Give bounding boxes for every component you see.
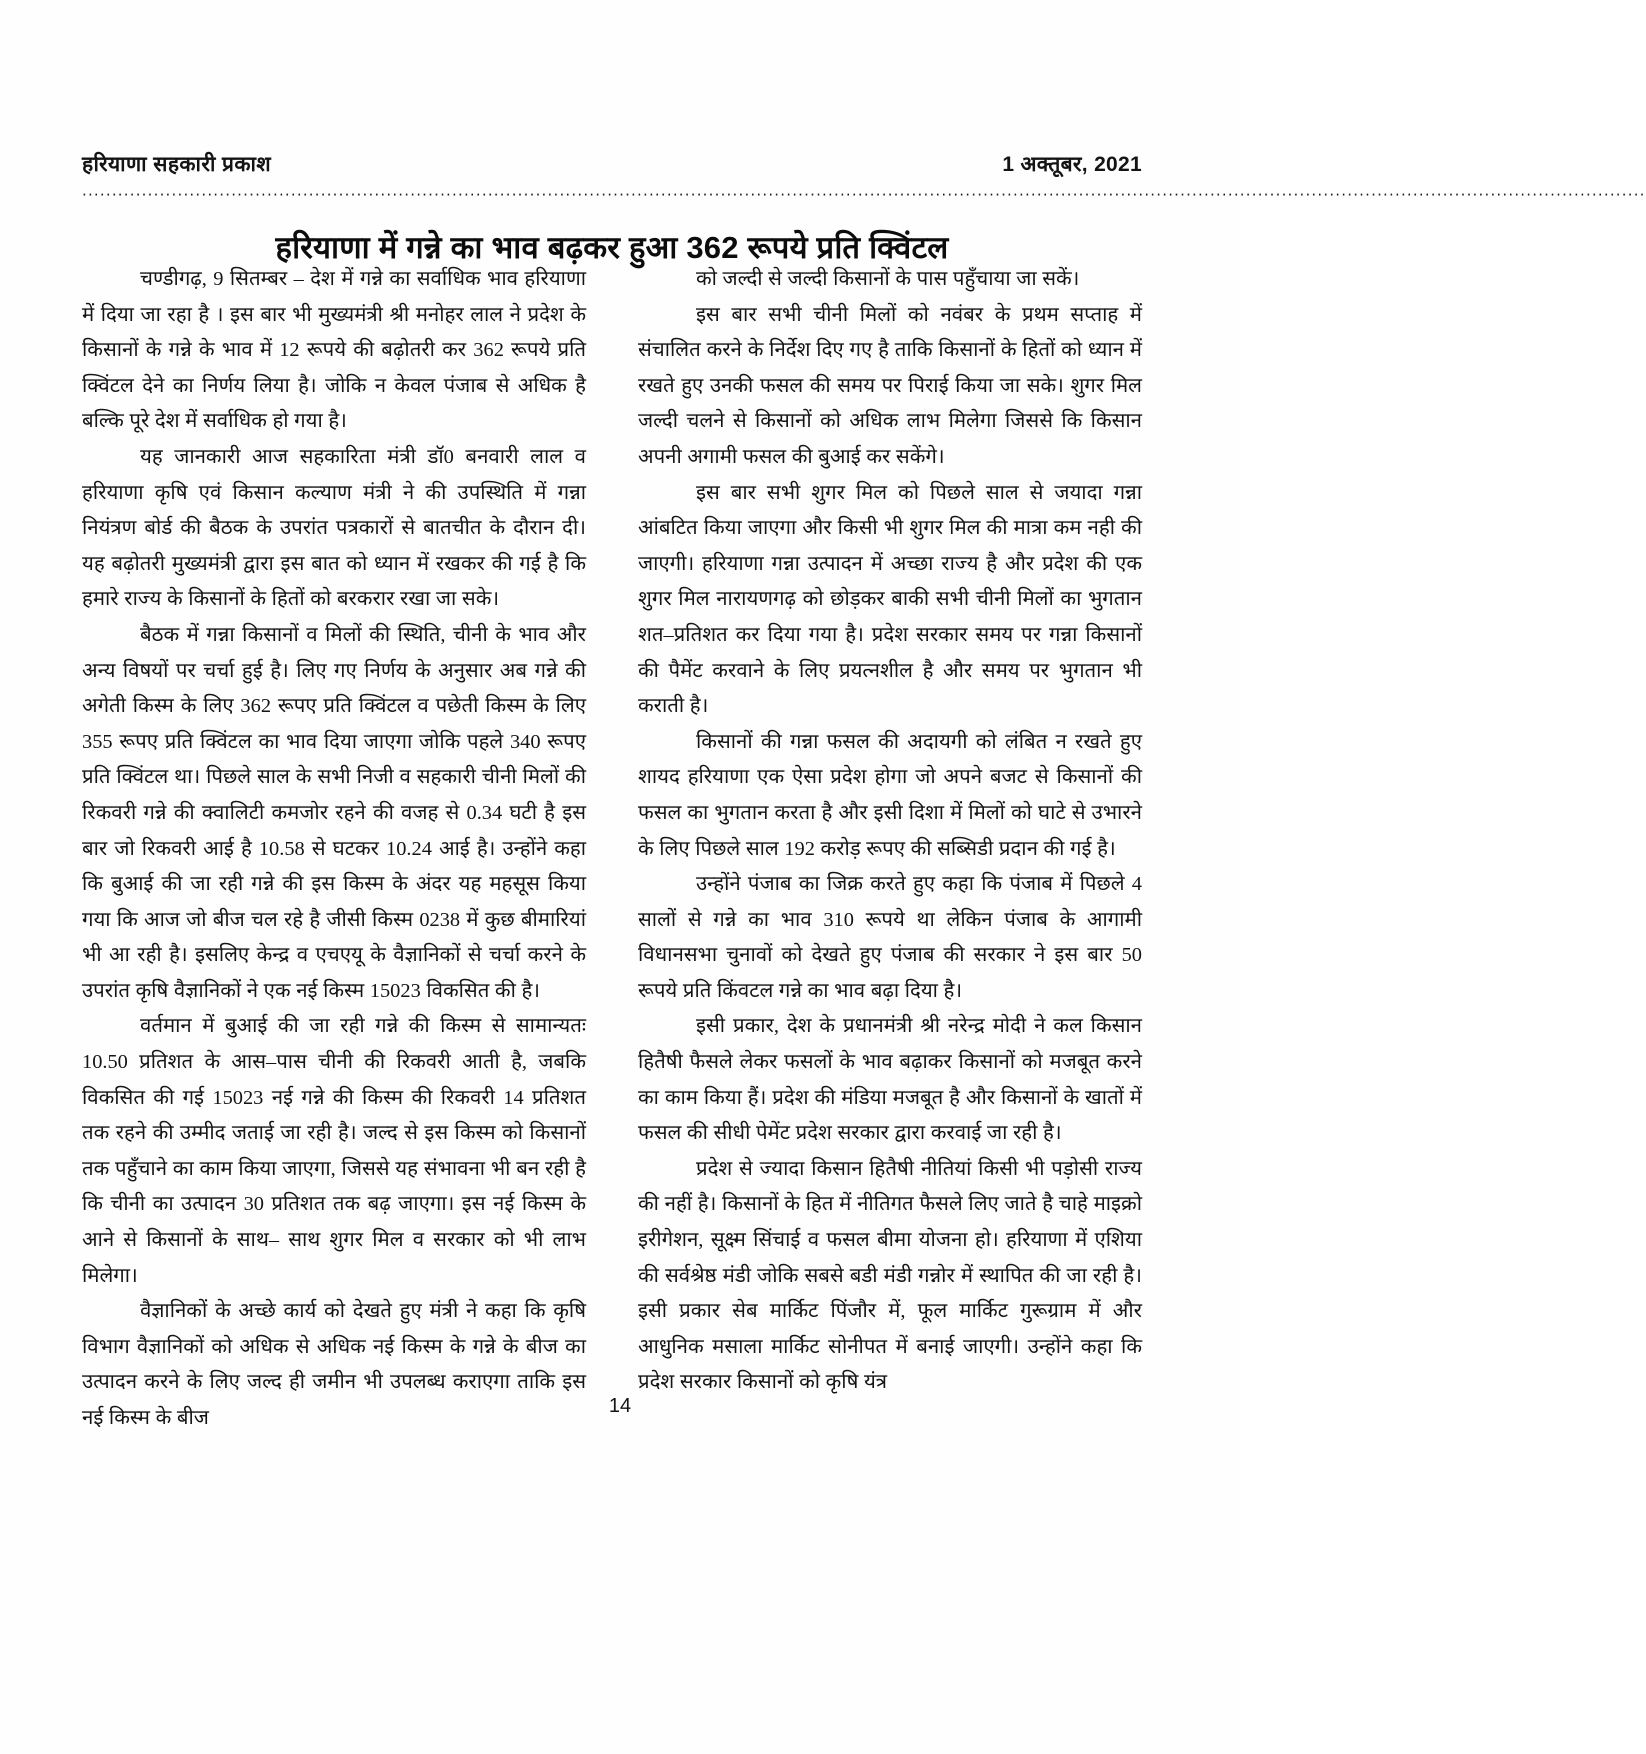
paragraph: वर्तमान में बुआई की जा रही गन्ने की किस्म से सामान्यतः 10.50 प्रतिशत के आस–पास चीनी की रिकवरी आती है, जबकि विकसित की गई 15023 नई गन्ने की किस्म की रिकवरी 14 प्रतिशत तक रहने की उम्मीद जताई जा रही है। जल्द से इस किस्म को किसानों तक पहुँचाने का काम किया जाएगा, जिससे यह संभावना भी बन रही है कि चीनी का उत्पादन 30 प्रतिशत तक बढ़ जाएगा। इस नई किस्म के आने से किसानों के साथ– साथ शुगर मिल व सरकार को भी लाभ मिलेगा। xyxy=(82,1015,586,1287)
paragraph: बैठक में गन्ना किसानों व मिलों की स्थिति, चीनी के भाव और अन्य विषयों पर चर्चा हुई है। लिए गए निर्णय के अनुसार अब गन्ने की अगेती किस्म के लिए 362 रूपए प्रति क्विंटल व पछेती किस्म के लिए 355 रूपए प्रति क्विंटल का भाव दिया जाएगा जोकि पहले 340 रूपए प्रति क्विंटल था। पिछले साल के सभी निजी व सहकारी चीनी मिलों की रिकवरी गन्ने की क्वालिटी कमजोर रहने की वजह से 0.34 घटी है इस बार जो रिकवरी आई है 10.58 से घटकर 10.24 आई है। उन्होंने कहा कि बुआई की जा रही गन्ने की इस किस्म के अंदर यह महसूस किया गया कि आज जो बीज चल रहे है जीसी किस्म 0238 में कुछ बीमारियां भी आ रही है। इसलिए केन्द्र व एचएयू के वैज्ञानिकों से चर्चा करने के उपरांत कृषि वैज्ञानिकों ने एक नई किस्म 15023 विकसित की है। xyxy=(82,623,586,1002)
paragraph: इसी प्रकार, देश के प्रधानमंत्री श्री नरेन्द्र मोदी ने कल किसान हितैषी फैसले लेकर फसलों के भाव बढ़ाकर किसानों को मजबूत करने का काम किया हैं। प्रदेश की मंडिया मजबूत है और किसानों के खातों में फसल की सीधी पेमेंट प्रदेश सरकार द्वारा करवाई जा रही है। xyxy=(638,1015,1142,1145)
paragraph: किसानों की गन्ना फसल की अदायगी को लंबित न रखते हुए शायद हरियाणा एक ऐसा प्रदेश होगा जो अपने बजट से किसानों की फसल का भुगतान करता है और इसी दिशा में मिलों को घाटे से उभारने के लिए पिछले साल 192 करोड़ रूपए की सब्सिडी प्रदान की गई है। xyxy=(638,730,1142,860)
article-body xyxy=(82,262,1142,1437)
paragraph: उन्होंने पंजाब का जिक्र करते हुए कहा कि पंजाब में पिछले 4 सालों से गन्ने का भाव 310 रूपये था लेकिन पंजाब के आगामी विधानसभा चुनावों को देखते हुए पंजाब की सरकार ने इस बार 50 रूपये प्रति किंवटल गन्ने का भाव बढ़ा दिया है। xyxy=(638,873,1142,1002)
paragraph: इस बार सभी शुगर मिल को पिछले साल से जयादा गन्ना आंबटित किया जाएगा और किसी भी शुगर मिल की मात्रा कम नही की जाएगी। हरियाणा गन्ना उत्पादन में अच्छा राज्य है और प्रदेश की एक शुगर मिल नारायणगढ़ को छोड़कर बाकी सभी चीनी मिलों का भुगतान शत–प्रतिशत कर दिया गया है। प्रदेश सरकार समय पर गन्ना किसानों की पैमेंट करवाने के लिए प्रयत्नशील है और समय पर भुगतान भी कराती है। xyxy=(638,481,1142,718)
paragraph: चण्डीगढ़, 9 सितम्बर – देश में गन्ने का सर्वाधिक भाव हरियाणा में दिया जा रहा है । इस बार भी मुख्यमंत्री श्री मनोहर लाल ने प्रदेश के किसानों के गन्ने के भाव में 12 रूपये की बढ़ोतरी कर 362 रूपये प्रति क्विंटल देने का निर्णय लिया है। जोकि न केवल पंजाब से अधिक है बल्कि पूरे देश में सर्वाधिक हो गया है। xyxy=(82,268,586,433)
right-column xyxy=(638,262,1142,1437)
paragraph: प्रदेश से ज्यादा किसान हितैषी नीतियां किसी भी पड़ोसी राज्य की नहीं है। किसानों के हित में नीतिगत फैसले लिए जाते है चाहे माइक्रो इरीगेशन, सूक्ष्म सिंचाई व फसल बीमा योजना हो। हरियाणा में एशिया की सर्वश्रेष्ठ मंडी जोकि सबसे बडी मंडी गन्नोर में स्थापित की जा रही है। इसी प्रकार सेब मार्किट पिंजौर में, फूल मार्किट गुरूग्राम में और आधुनिक मसाला मार्किट सोनीपत में बनाई जाएगी। उन्होंने कहा कि प्रदेश सरकार किसानों को कृषि यंत्र xyxy=(638,1157,1142,1394)
page-number: 14 xyxy=(608,1395,632,1417)
article-headline: हरियाणा में गन्ने का भाव बढ़कर हुआ 362 रूपये प्रति क्विंटल xyxy=(275,229,949,265)
paragraph: यह जानकारी आज सहकारिता मंत्री डॉ0 बनवारी लाल व हरियाणा कृषि एवं किसान कल्याण मंत्री ने की उपस्थिति में गन्ना नियंत्रण बोर्ड की बैठक के उपरांत पत्रकारों से बातचीत के दौरान दी। यह बढ़ोतरी मुख्यमंत्री द्वारा इस बात को ध्यान में रखकर की गई है कि हमारे राज्य के किसानों के हितों को बरकरार रखा जा सके। xyxy=(82,445,586,611)
left-column xyxy=(82,262,586,1437)
paragraph: को जल्दी से जल्दी किसानों के पास पहुँचाया जा सकें। xyxy=(696,268,1080,290)
paragraph: इस बार सभी चीनी मिलों को नवंबर के प्रथम सप्ताह में संचालित करने के निर्देश दिए गए है ताकि किसानों के हितों को ध्यान में रखते हुए उनकी फसल की समय पर पिराई किया जा सके। शुगर मिल जल्दी चलने से किसानों को अधिक लाभ मिलेगा जिससे कि किसान अपनी अगामी फसल की बुआई कर सकेंगे। xyxy=(638,303,1142,468)
publication-title: हरियाणा सहकारी प्रकाश xyxy=(82,153,272,176)
masthead xyxy=(82,150,1142,178)
paragraph: वैज्ञानिकों के अच्छे कार्य को देखते हुए मंत्री ने कहा कि कृषि विभाग वैज्ञानिकों को अधिक से अधिक नई किस्म के गन्ने के बीज का उत्पादन करने के लिए जल्द ही जमीन भी उपलब्ध कराएगा ताकि इस नई किस्म के बीज xyxy=(82,1300,586,1429)
dotted-divider: ······································································································································································································································································ xyxy=(82,186,1646,204)
issue-date: 1 अक्तूबर, 2021 xyxy=(1002,153,1142,176)
